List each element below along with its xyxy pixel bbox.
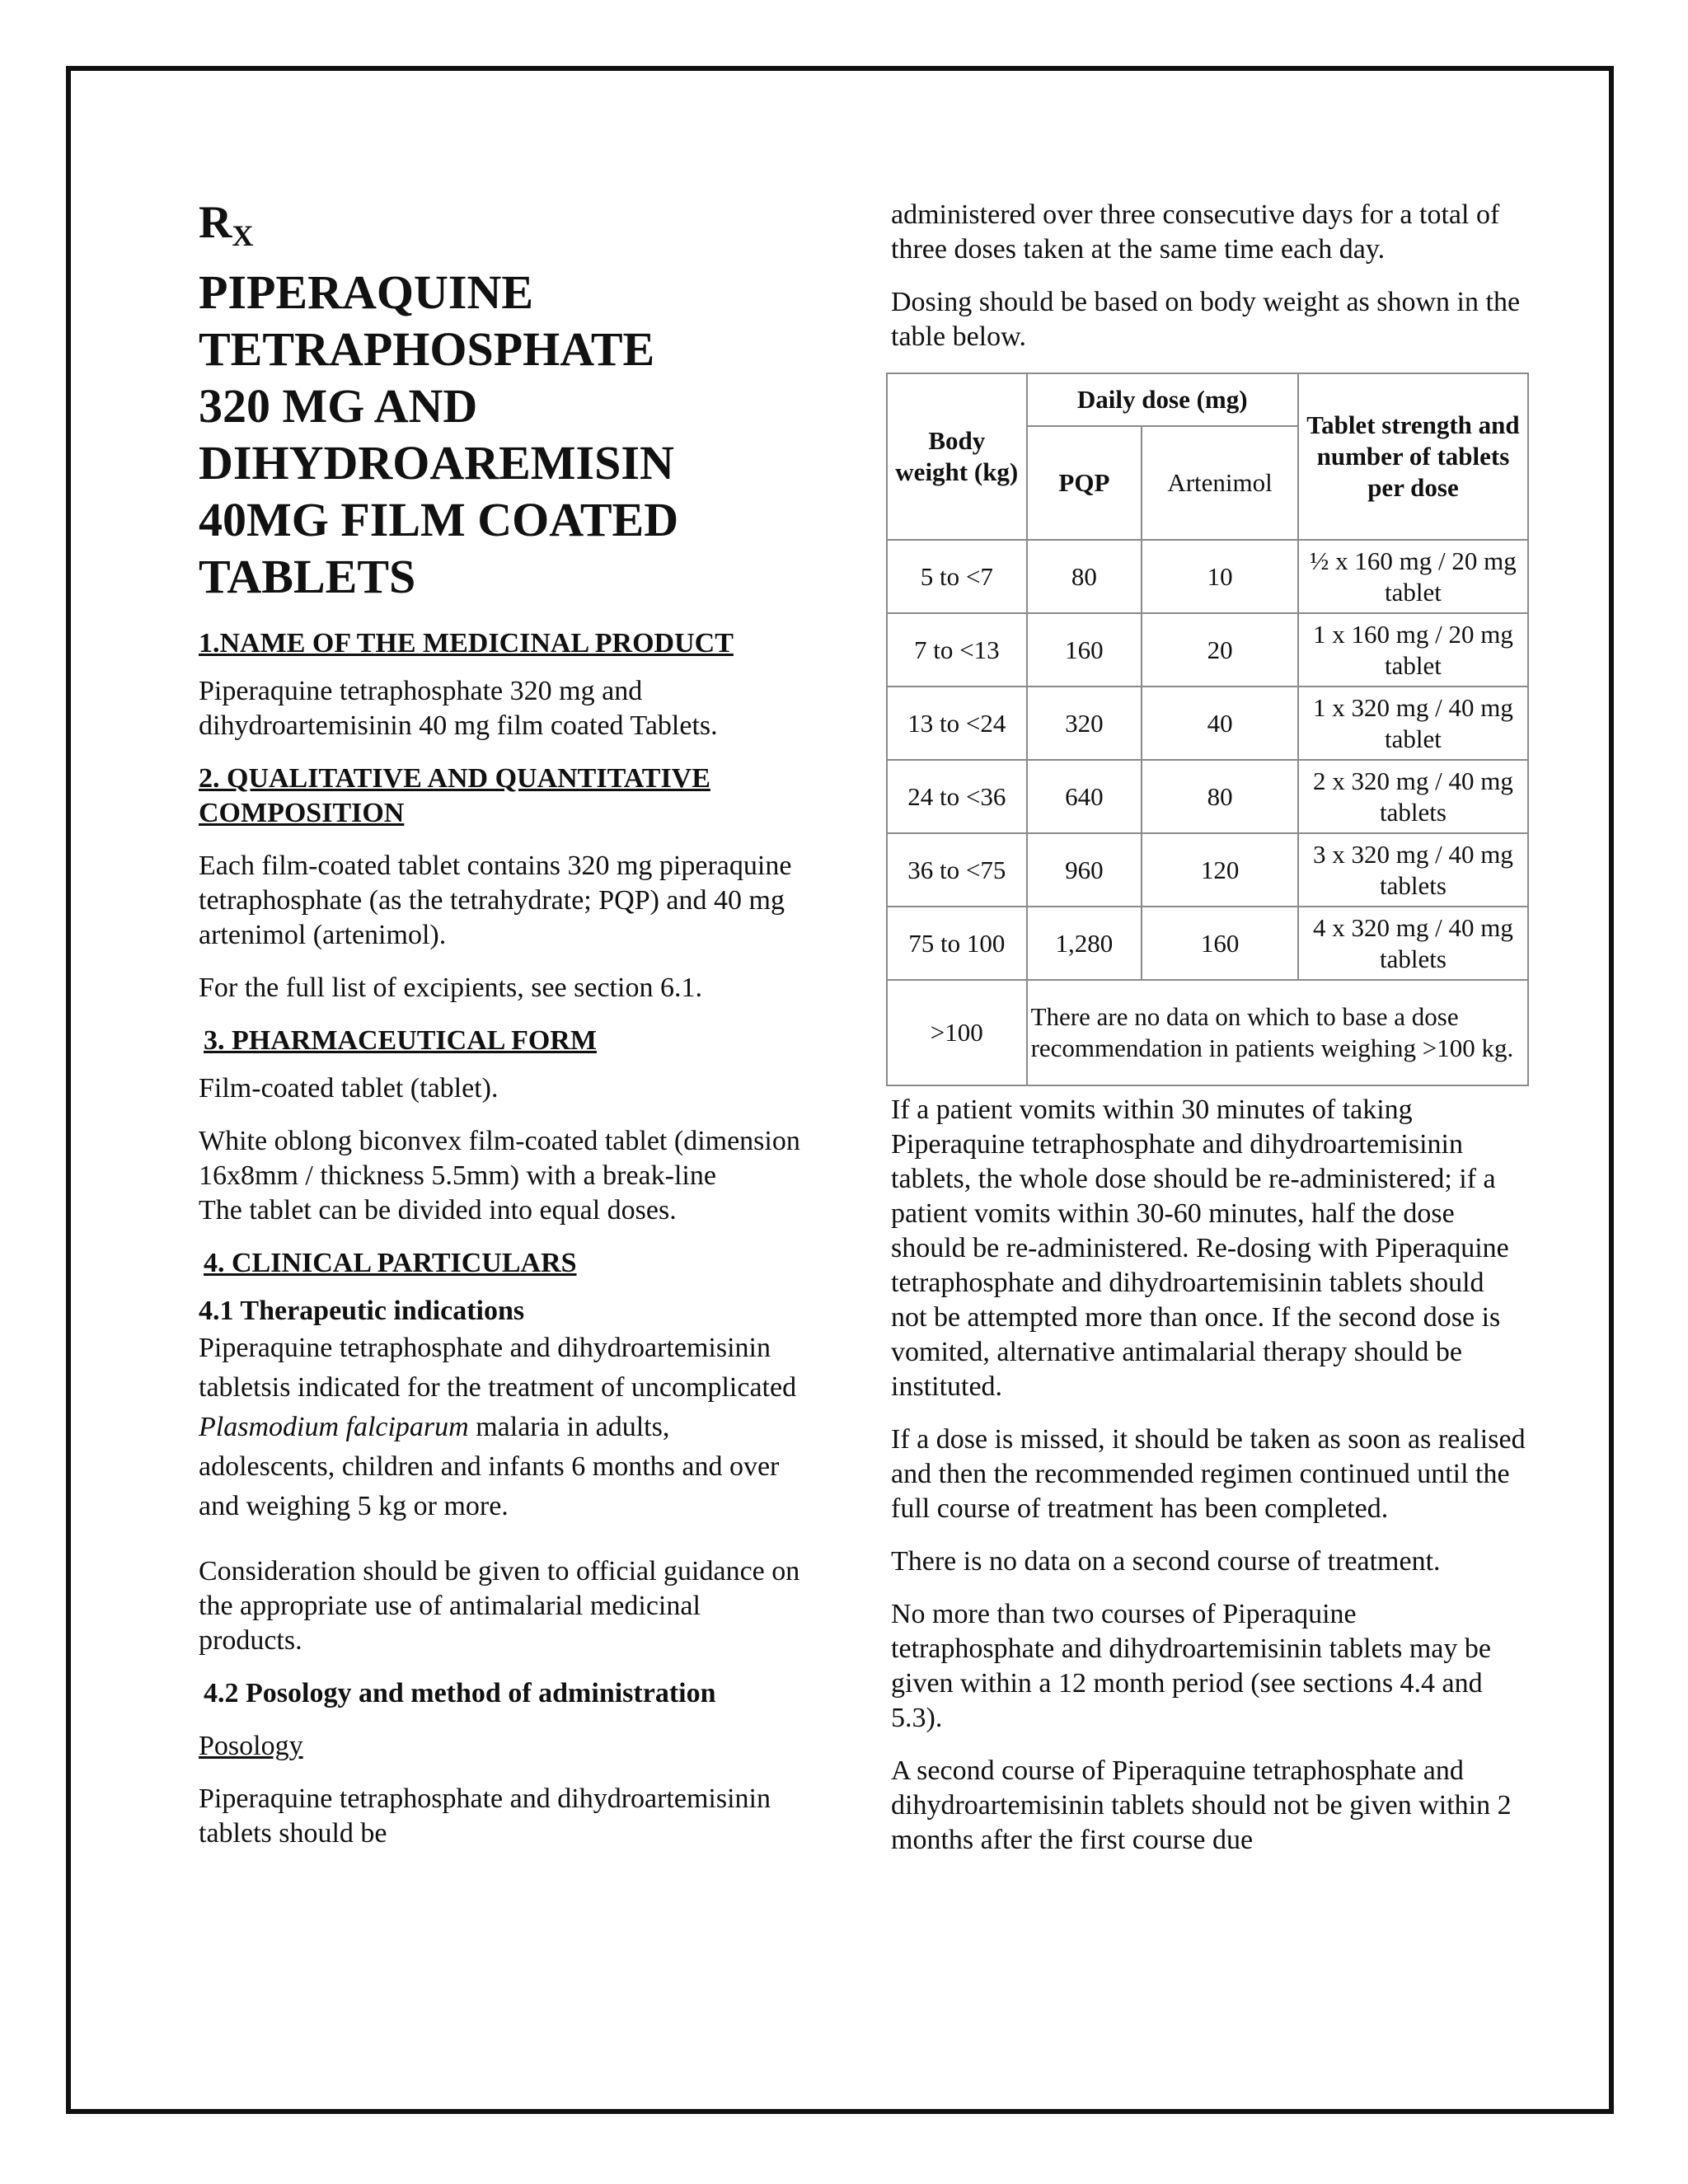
indications-italic: Plasmodium falciparum [199,1412,469,1442]
title-line: 320 MG AND [199,379,478,433]
cell-tablets: 4 x 320 mg / 40 mg tablets [1298,907,1528,980]
cell-artenimol: 10 [1142,540,1298,613]
cell-artenimol: 40 [1142,687,1298,760]
section-4-heading: 4. CLINICAL PARTICULARS [204,1248,577,1278]
divide-text: The tablet can be divided into equal doses. [199,1195,677,1226]
cell-weight: 75 to 100 [887,907,1027,980]
section-4-2-heading: 4.2 Posology and method of administration [204,1678,716,1708]
table-row [887,613,1528,687]
product-title [199,264,809,605]
title-line: TABLETS [199,550,416,603]
right-column [891,198,1526,1858]
administration-continued: administered over three consecutive days for a total of three doses taken at the same time each day. [891,199,1500,265]
rx-x: X [232,219,254,252]
table-row [887,980,1528,1085]
cell-weight: 5 to <7 [887,540,1027,613]
section-2-heading: 2. QUALITATIVE AND QUANTITATIVE COMPOSITION [199,763,710,828]
cell-pqp: 1,280 [1027,907,1142,980]
cell-pqp: 640 [1027,760,1142,833]
cell-weight: 24 to <36 [887,760,1027,833]
cell-weight: 7 to <13 [887,613,1027,687]
rx-symbol [199,198,809,260]
rx-r: R [199,197,232,248]
cell-tablets: 1 x 320 mg / 40 mg tablet [1298,687,1528,760]
guidance-text: Consideration should be given to official guidance on the appropriate use of antimalarial medicinal products. [199,1556,800,1656]
cell-no-data: There are no data on which to base a dose recommendation in patients weighing >100 kg. [1027,980,1528,1085]
table-row [887,907,1528,980]
cell-weight: 36 to <75 [887,833,1027,907]
tablet-description: White oblong biconvex film-coated tablet (dimension 16x8mm / thickness 5.5mm) with a break-line [199,1126,800,1191]
title-line: PIPERAQUINE [199,265,534,319]
section-3-heading: 3. PHARMACEUTICAL FORM [204,1025,597,1056]
cell-tablets: 3 x 320 mg / 40 mg tablets [1298,833,1528,907]
second-course-text: A second course of Piperaquine tetraphosphate and dihydroartemisinin tablets should not be given within 2 months after the first course due [891,1755,1512,1855]
cell-tablets: ½ x 160 mg / 20 mg tablet [1298,540,1528,613]
header-tablet-strength: Tablet strength and number of tablets per dose [1298,373,1528,540]
title-line: DIHYDROAREMISIN [199,436,674,490]
header-pqp: PQP [1027,426,1142,540]
table-row [887,540,1528,613]
second-course-no-data: There is no data on a second course of treatment. [891,1546,1441,1577]
dosing-text: Dosing should be based on body weight as shown in the table below. [891,287,1521,352]
table-row [887,687,1528,760]
cell-tablets: 2 x 320 mg / 40 mg tablets [1298,760,1528,833]
excipients-text: For the full list of excipients, see section 6.1. [199,972,702,1003]
section-2-text: Each film-coated tablet contains 320 mg piperaquine tetraphosphate (as the tetrahydrate; PQP) and 40 mg artenimol (artenimol). [199,851,792,950]
cell-weight: 13 to <24 [887,687,1027,760]
posology-text: Piperaquine tetraphosphate and dihydroartemisinin tablets should be [199,1783,771,1849]
cell-weight: >100 [887,980,1027,1085]
section-4-1-heading: 4.1 Therapeutic indications [199,1296,525,1326]
cell-artenimol: 80 [1142,760,1298,833]
cell-tablets: 1 x 160 mg / 20 mg tablet [1298,613,1528,687]
title-line: 40MG FILM COATED [199,493,679,546]
header-daily-dose: Daily dose (mg) [1027,373,1298,426]
indications-text [199,1329,809,1526]
cell-pqp: 960 [1027,833,1142,907]
cell-pqp: 80 [1027,540,1142,613]
header-body-weight: Body weight (kg) [887,373,1027,540]
cell-pqp: 160 [1027,613,1142,687]
cell-artenimol: 120 [1142,833,1298,907]
posology-label: Posology [199,1731,303,1761]
section-1-text: Piperaquine tetraphosphate 320 mg and dihydroartemisinin 40 mg film coated Tablets. [199,676,718,741]
max-courses-text: No more than two courses of Piperaquine tetraphosphate and dihydroartemisinin tablets may be given within a 12 month period (see sections 4.4 and 5.3). [891,1599,1491,1733]
dosing-table [886,373,1529,1086]
cell-artenimol: 160 [1142,907,1298,980]
header-artenimol: Artenimol [1142,426,1298,540]
indications-part-b: malaria in adults, adolescents, children and infants 6 months and over and weighing 5 kg or more. [199,1412,780,1521]
section-1-heading: 1.NAME OF THE MEDICINAL PRODUCT [199,628,734,658]
form-text: Film-coated tablet (tablet). [199,1073,499,1104]
table-row [887,833,1528,907]
indications-part-a: Piperaquine tetraphosphate and dihydroartemisinin tabletsis indicated for the treatment of uncomplicated [199,1333,797,1403]
table-row [887,760,1528,833]
missed-dose-text: If a dose is missed, it should be taken as soon as realised and then the recommended regimen continued until the full course of treatment has been completed. [891,1424,1526,1524]
cell-pqp: 320 [1027,687,1142,760]
cell-artenimol: 20 [1142,613,1298,687]
left-column [199,198,809,1851]
vomiting-text: If a patient vomits within 30 minutes of taking Piperaquine tetraphosphate and dihydroartemisinin tablets, the whole dose should be re-administered; if a patient vomits within 30-60 minutes, half the dose should be re-administered. Re-dosing with Piperaquine tetraphosphate and dihydroartemisinin tablets should not be attempted more than once. If the second dose is vomited, alternative antimalarial therapy should be instituted. [891,1094,1509,1402]
title-line: TETRAPHOSPHATE [199,322,655,376]
